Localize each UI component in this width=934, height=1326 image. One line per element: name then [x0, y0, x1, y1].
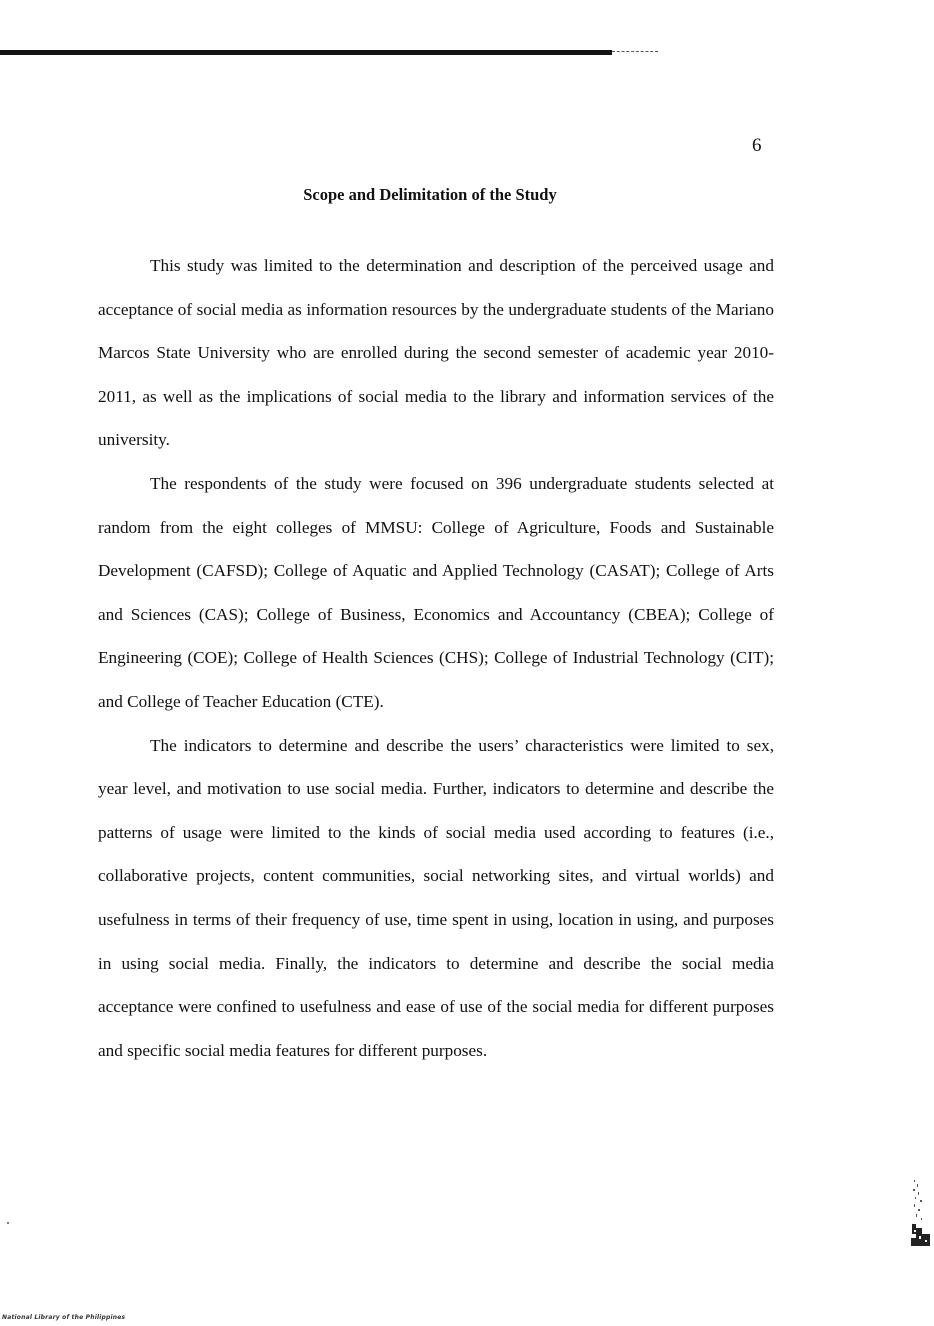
body-text: [98, 244, 774, 1072]
paragraph-respondents: The respondents of the study were focused on 396 undergraduate students selected at random from the eight colleges of MMSU: College of Agriculture, Foods and Sustainable Development (CAFSD); College of Aquatic and Applied Technology (CASAT); College of Arts and Sciences (CAS); College of Business, Economics and Accountancy (CBEA); College of Engineering (COE); College of Health Sciences (CHS); College of Industrial Technology (CIT); and College of Teacher Education (CTE).: [98, 473, 774, 711]
scan-edge-mark: [908, 1178, 932, 1250]
paragraph-indicators: The indicators to determine and describe the users’ characteristics were limited to sex, year level, and motivation to use social media. Further, indicators to determine and describe the patterns of usage were limited to the kinds of social media used according to features (i.e., collaborative projects, content communities, social networking sites, and virtual worlds) and usefulness in terms of their frequency of use, time spent in using, location in using, and purposes in using social media. Finally, the indicators to determine and describe the social media acceptance were confined to usefulness and ease of use of the social media for different purposes and specific social media features for different purposes.: [98, 735, 774, 1060]
paragraph-scope: This study was limited to the determination and description of the perceived usage and acceptance of social media as information resources by the undergraduate students of the Mariano Marcos State University who are enrolled during the second semester of academic year 2010-2011, as well as the implications of social media to the library and information services of the university.: [98, 256, 774, 450]
scan-speck: [7, 1222, 9, 1224]
top-rule: [0, 50, 612, 55]
footer-watermark: National Library of the Philippines: [2, 1314, 126, 1321]
section-heading: Scope and Delimitation of the Study: [303, 185, 557, 204]
page-number: 6: [752, 135, 762, 156]
top-rule-dashed-extension: [612, 51, 658, 52]
